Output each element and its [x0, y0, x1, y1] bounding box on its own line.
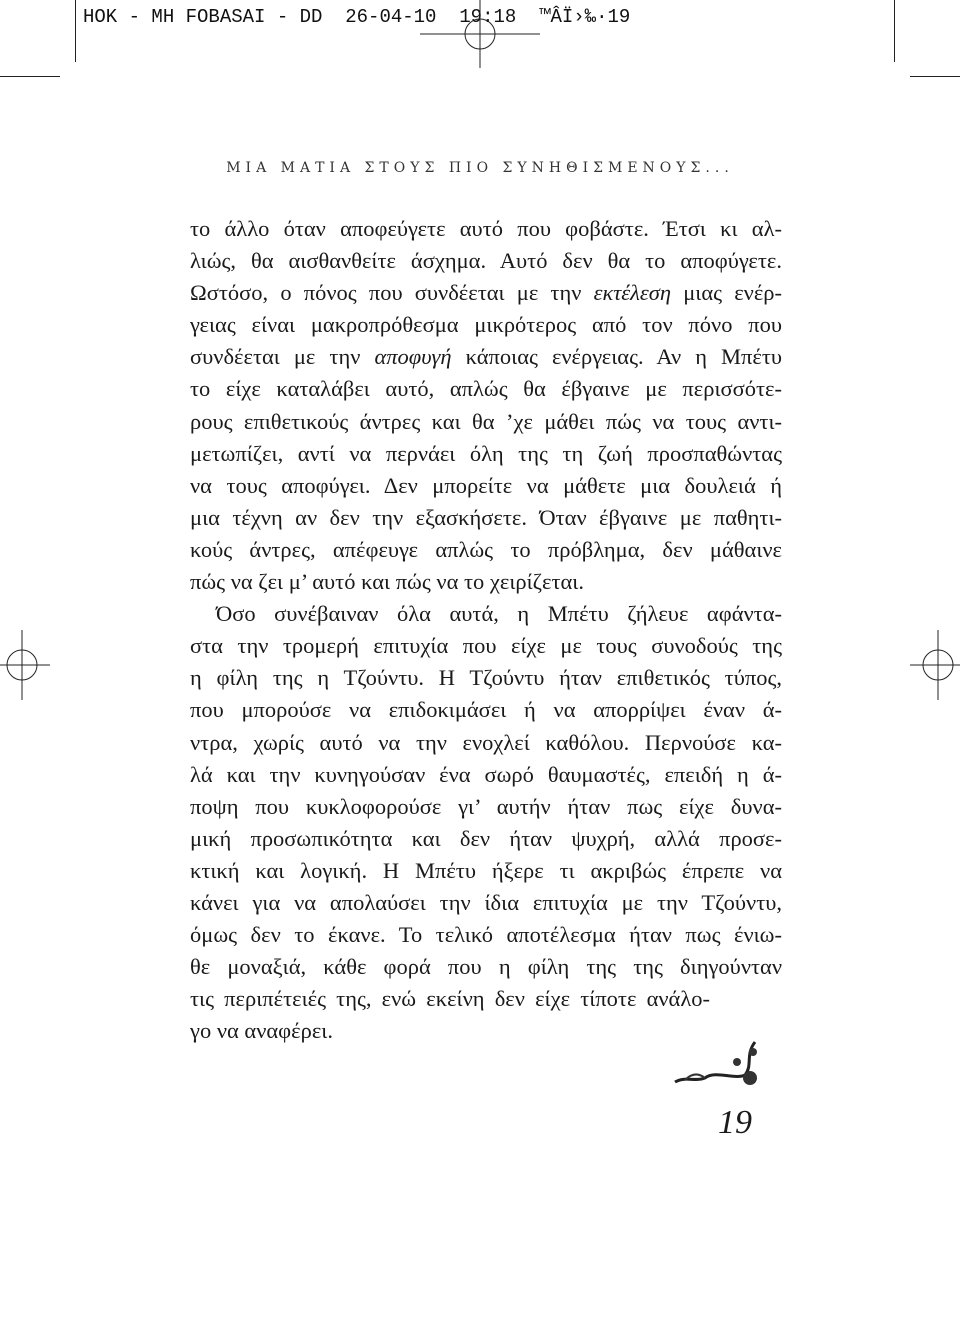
text-line [190, 245, 782, 277]
crop-mark [910, 76, 960, 77]
text-line [190, 694, 782, 726]
text-line [190, 534, 782, 566]
page-number: 19 [718, 1104, 752, 1141]
text-line [190, 983, 710, 1015]
text-line [190, 887, 782, 919]
text-segment: πώς να ζει μ’ αυτό και πώς να το χειρίζεται. [190, 569, 584, 595]
text-segment: η φίλη της η Τζούντυ. Η Τζούντυ ήταν επιθετικός τύπος, [190, 665, 782, 691]
text-segment: μετωπίζει, αντί να περνάει όλη της τη ζωή προσπαθώντας [190, 440, 782, 466]
text-line [190, 791, 782, 823]
text-line [190, 277, 782, 309]
running-head: ΜΙΑ ΜΑΤΙΑ ΣΤΟΥΣ ΠΙΟ ΣΥΝΗΘΙΣΜΕΝΟΥΣ... [226, 160, 734, 176]
text-line [190, 309, 782, 341]
text-line [190, 502, 782, 534]
text-segment: γο να αναφέρει. [190, 1018, 333, 1044]
text-segment: ρους επιθετικούς άντρες και θα ’χε μάθει πώς να τους αντι- [190, 408, 782, 434]
registration-mark-icon [0, 630, 50, 700]
text-line [190, 823, 782, 855]
text-segment: που μπορούσε να επιδοκιμάσει ή να απορρίψει έναν ά- [190, 697, 782, 723]
text-segment: μιας ενέρ- [671, 280, 783, 306]
text-line [190, 662, 782, 694]
text-line [190, 919, 782, 951]
print-slug: HOK - MH FOBASAI - DD 26-04-10 19:18 ™ÂÏ›‰·19 [83, 6, 631, 28]
text-line [190, 438, 782, 470]
text-segment: το είχε καταλάβει αυτό, απλώς θα έβγαινε με περισσότε- [190, 376, 782, 402]
text-line [190, 727, 782, 759]
text-line [190, 566, 782, 598]
text-segment: στα την τρομερή επιτυχία που είχε με τους συνοδούς της [190, 633, 782, 659]
text-line [190, 406, 782, 438]
text-line [190, 855, 782, 887]
text-segment: λά και την κυνηγούσαν ένα σωρό θαυμαστές, επειδή η ά- [190, 761, 782, 787]
text-segment: κτική και λογική. Η Μπέτυ ήξερε τι ακριβώς έπρεπε να [190, 857, 782, 883]
text-segment: Ωστόσο, ο πόνος που συνδέεται με την [190, 280, 594, 306]
text-line [190, 373, 782, 405]
text-segment: Όσο συνέβαιναν όλα αυτά, η Μπέτυ ζήλευε αφάντα- [216, 601, 782, 627]
body-text [190, 213, 782, 1047]
text-line [190, 341, 782, 373]
text-segment: γειας είναι μακροπρόθεσμα μικρότερος από τον πόνο που [190, 312, 782, 338]
text-segment: να τους αποφύγει. Δεν μπορείτε να μάθετε μια δουλειά ή [190, 472, 782, 498]
registration-mark-icon [420, 0, 540, 70]
text-segment: λιώς, θα αισθανθείτε άσχημα. Αυτό δεν θα το αποφύγετε. [190, 248, 782, 274]
text-segment: το άλλο όταν αποφεύγετε αυτό που φοβάστε. Έτσι κι αλ- [190, 216, 782, 241]
text-segment: μική προσωπικότητα και δεν ήταν ψυχρή, αλλά προσε- [190, 825, 782, 851]
text-line [190, 213, 782, 245]
text-line [190, 630, 782, 662]
text-line [190, 759, 782, 791]
text-segment: θε μοναξιά, κάθε φορά που η φίλη της της διηγούνταν [190, 954, 782, 980]
text-segment: όμως δεν το έκανε. Το τελικό αποτέλεσμα ήταν πως ένιω- [190, 922, 782, 948]
text-line [190, 951, 782, 983]
emphasized-word: αποφυγή [374, 344, 452, 370]
emphasized-word: εκτέλεση [593, 280, 672, 306]
registration-mark-icon [910, 630, 960, 700]
text-segment: τις περιπέτειές της, ενώ εκείνη δεν είχε τίποτε ανάλο- [190, 986, 710, 1012]
crop-mark [894, 0, 895, 62]
crop-mark [0, 76, 60, 77]
text-segment: κούς άντρες, απέφευγε απλώς το πρόβλημα, δεν μάθαινε [190, 536, 782, 562]
text-segment: συνδέεται με την [190, 344, 375, 370]
text-segment: κάποιας ενέργειας. Αν η Μπέτυ [451, 344, 782, 370]
corner-ornament-icon [665, 1040, 765, 1090]
text-segment: μια τέχνη αν δεν την εξασκήσετε. Όταν έβγαινε με παθητι- [190, 504, 782, 530]
text-line [190, 598, 782, 630]
text-segment: ποψη που κυκλοφορούσε γι’ αυτήν ήταν πως είχε δυνα- [190, 793, 782, 819]
text-line [190, 470, 782, 502]
text-segment: ντρα, χωρίς αυτό να την ενοχλεί καθόλου. Περνούσε κα- [190, 729, 782, 755]
crop-mark [75, 0, 76, 62]
text-segment: κάνει για να απολαύσει την ίδια επιτυχία με την Τζούντυ, [190, 889, 782, 915]
